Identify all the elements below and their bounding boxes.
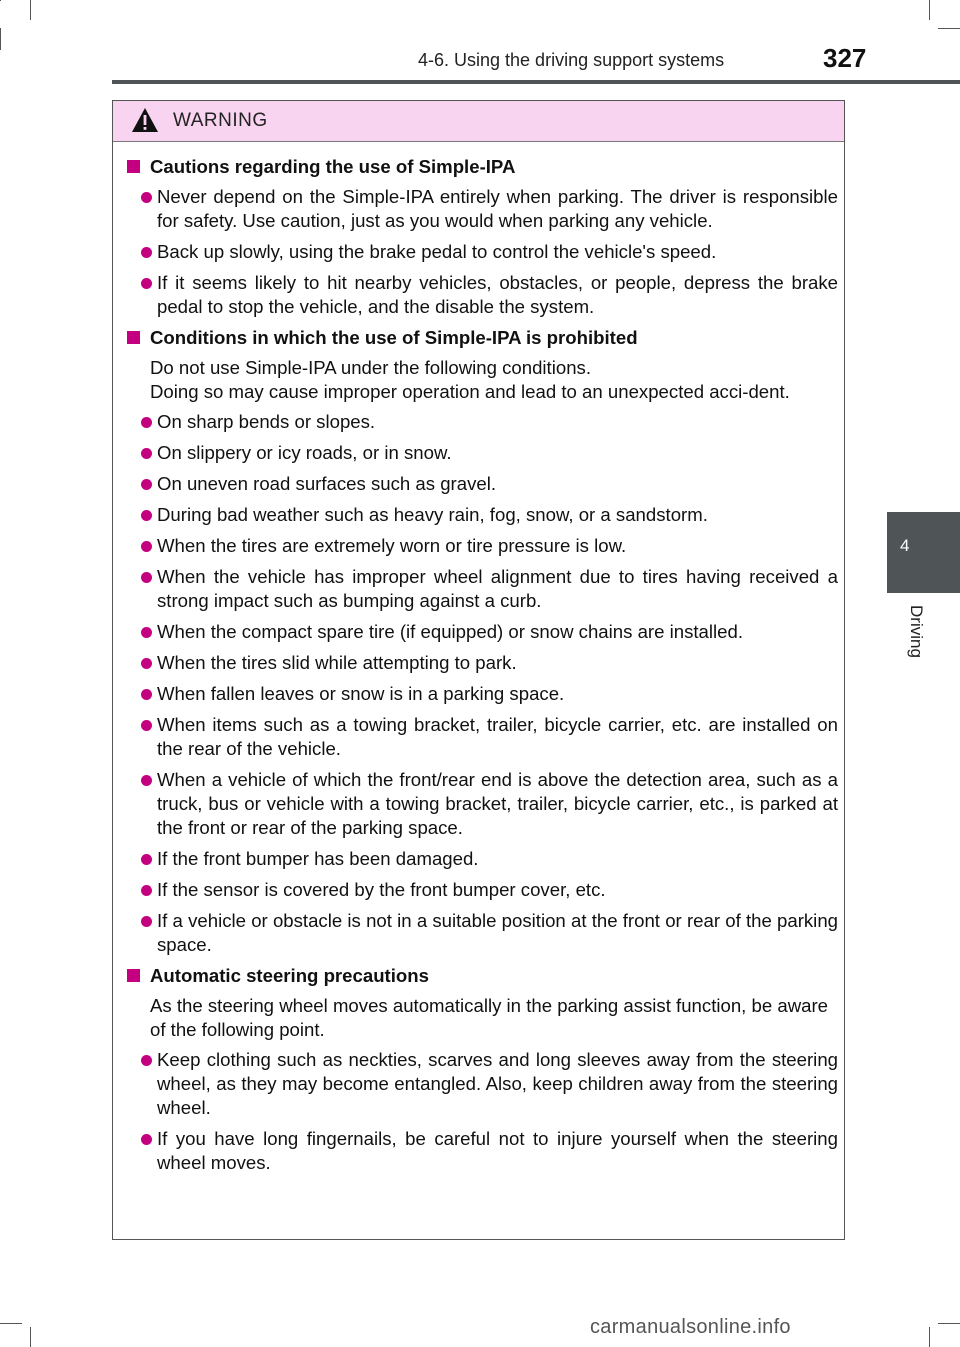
chapter-label: Driving xyxy=(907,605,926,658)
crop-mark xyxy=(30,1327,31,1347)
list-item xyxy=(126,185,838,233)
warning-triangle-icon xyxy=(131,107,159,138)
section-heading xyxy=(126,155,838,179)
bullet-list xyxy=(126,185,838,319)
list-item xyxy=(126,565,838,613)
watermark: carmanualsonline.info xyxy=(590,1316,791,1338)
round-bullet-icon xyxy=(141,417,152,428)
section-heading-text: Cautions regarding the use of Simple-IPA xyxy=(150,156,516,177)
warning-content xyxy=(126,155,838,1182)
list-item xyxy=(126,410,838,434)
list-item-text: When a vehicle of which the front/rear end is above the detection area, such as a truck, bus or vehicle with a towing bracket, trailer, bicycle carrier, etc., is parked at the front or rear of the parking space. xyxy=(157,769,838,838)
list-item-text: If a vehicle or obstacle is not in a suitable position at the front or rear of the parking space. xyxy=(157,910,838,955)
round-bullet-icon xyxy=(141,689,152,700)
round-bullet-icon xyxy=(141,541,152,552)
round-bullet-icon xyxy=(141,1055,152,1066)
round-bullet-icon xyxy=(141,278,152,289)
section-paragraph: As the steering wheel moves automatically in the parking assist function, be aware of the following point. xyxy=(150,995,828,1040)
list-item-text: When the vehicle has improper wheel alignment due to tires having received a strong impact such as bumping against a curb. xyxy=(157,566,838,611)
list-item xyxy=(126,768,838,840)
round-bullet-icon xyxy=(141,1134,152,1145)
crop-mark xyxy=(0,1323,22,1324)
section-heading-text: Conditions in which the use of Simple-IPA is prohibited xyxy=(150,327,638,348)
list-item-text: On slippery or icy roads, or in snow. xyxy=(157,442,452,463)
chapter-number: 4 xyxy=(900,536,910,555)
list-item-text: When the tires slid while attempting to park. xyxy=(157,652,517,673)
round-bullet-icon xyxy=(141,510,152,521)
list-item-text: If the sensor is covered by the front bumper cover, etc. xyxy=(157,879,606,900)
list-item xyxy=(126,651,838,675)
list-item-text: Back up slowly, using the brake pedal to control the vehicle's speed. xyxy=(157,241,717,262)
round-bullet-icon xyxy=(141,658,152,669)
list-item-text: When the tires are extremely worn or tire pressure is low. xyxy=(157,535,627,556)
list-item xyxy=(126,534,838,558)
round-bullet-icon xyxy=(141,572,152,583)
warning-title: WARNING xyxy=(173,110,268,131)
round-bullet-icon xyxy=(141,448,152,459)
list-item xyxy=(126,1127,838,1175)
bullet-list xyxy=(126,1048,838,1175)
crop-mark xyxy=(929,1327,930,1347)
list-item-text: When the compact spare tire (if equipped) or snow chains are installed. xyxy=(157,621,744,642)
page-number: 327 xyxy=(823,43,867,73)
list-item-text: When fallen leaves or snow is in a parking space. xyxy=(157,683,565,704)
list-item xyxy=(126,271,838,319)
crop-mark xyxy=(0,0,1,1)
list-item-text: On sharp bends or slopes. xyxy=(157,411,376,432)
list-item xyxy=(126,909,838,957)
list-item xyxy=(126,503,838,527)
round-bullet-icon xyxy=(141,720,152,731)
section-heading xyxy=(126,326,838,350)
list-item-text: Never depend on the Simple-IPA entirely when parking. The driver is responsible for safety. Use caution, just as you would when parking any vehicle. xyxy=(157,186,838,231)
round-bullet-icon xyxy=(141,916,152,927)
crop-mark xyxy=(938,1323,960,1324)
list-item xyxy=(126,713,838,761)
list-item-text: If you have long fingernails, be careful not to injure yourself when the steering wheel moves. xyxy=(157,1128,838,1173)
round-bullet-icon xyxy=(141,885,152,896)
round-bullet-icon xyxy=(141,479,152,490)
list-item xyxy=(126,620,838,644)
round-bullet-icon xyxy=(141,854,152,865)
square-bullet-icon xyxy=(127,331,140,344)
square-bullet-icon xyxy=(127,160,140,173)
round-bullet-icon xyxy=(141,192,152,203)
list-item-text: If the front bumper has been damaged. xyxy=(157,848,479,869)
round-bullet-icon xyxy=(141,775,152,786)
warning-section xyxy=(126,964,838,1175)
crop-mark xyxy=(0,28,1,50)
header-rule xyxy=(112,80,960,84)
list-item xyxy=(126,441,838,465)
list-item-text: On uneven road surfaces such as gravel. xyxy=(157,473,497,494)
chapter-tab xyxy=(887,512,960,593)
section-heading xyxy=(126,964,838,988)
list-item xyxy=(126,682,838,706)
list-item xyxy=(126,472,838,496)
section-paragraph: Do not use Simple-IPA under the following conditions. xyxy=(150,357,591,378)
section-heading-text: Automatic steering precautions xyxy=(150,965,429,986)
list-item-text: If it seems likely to hit nearby vehicles, obstacles, or people, depress the brake pedal to stop the vehicle, and the disable the system. xyxy=(157,272,838,317)
header-section-title: 4-6. Using the driving support systems xyxy=(418,50,725,70)
list-item-text: When items such as a towing bracket, trailer, bicycle carrier, etc. are installed on the rear of the vehicle. xyxy=(157,714,838,759)
square-bullet-icon xyxy=(127,969,140,982)
list-item xyxy=(126,878,838,902)
list-item xyxy=(126,847,838,871)
bullet-list xyxy=(126,410,838,957)
list-item xyxy=(126,1048,838,1120)
warning-section xyxy=(126,326,838,957)
crop-mark xyxy=(30,0,31,20)
crop-mark xyxy=(938,28,960,29)
warning-box xyxy=(112,100,845,1240)
round-bullet-icon xyxy=(141,247,152,258)
list-item xyxy=(126,240,838,264)
list-item-text: Keep clothing such as neckties, scarves and long sleeves away from the steering wheel, as they may become entangled. Also, keep children away from the steering wheel. xyxy=(157,1049,838,1118)
warning-section xyxy=(126,155,838,319)
section-paragraph: Doing so may cause improper operation and lead to an unexpected acci-dent. xyxy=(150,381,790,402)
warning-header xyxy=(113,101,844,142)
crop-mark xyxy=(929,0,930,20)
round-bullet-icon xyxy=(141,627,152,638)
list-item-text: During bad weather such as heavy rain, fog, snow, or a sandstorm. xyxy=(157,504,708,525)
